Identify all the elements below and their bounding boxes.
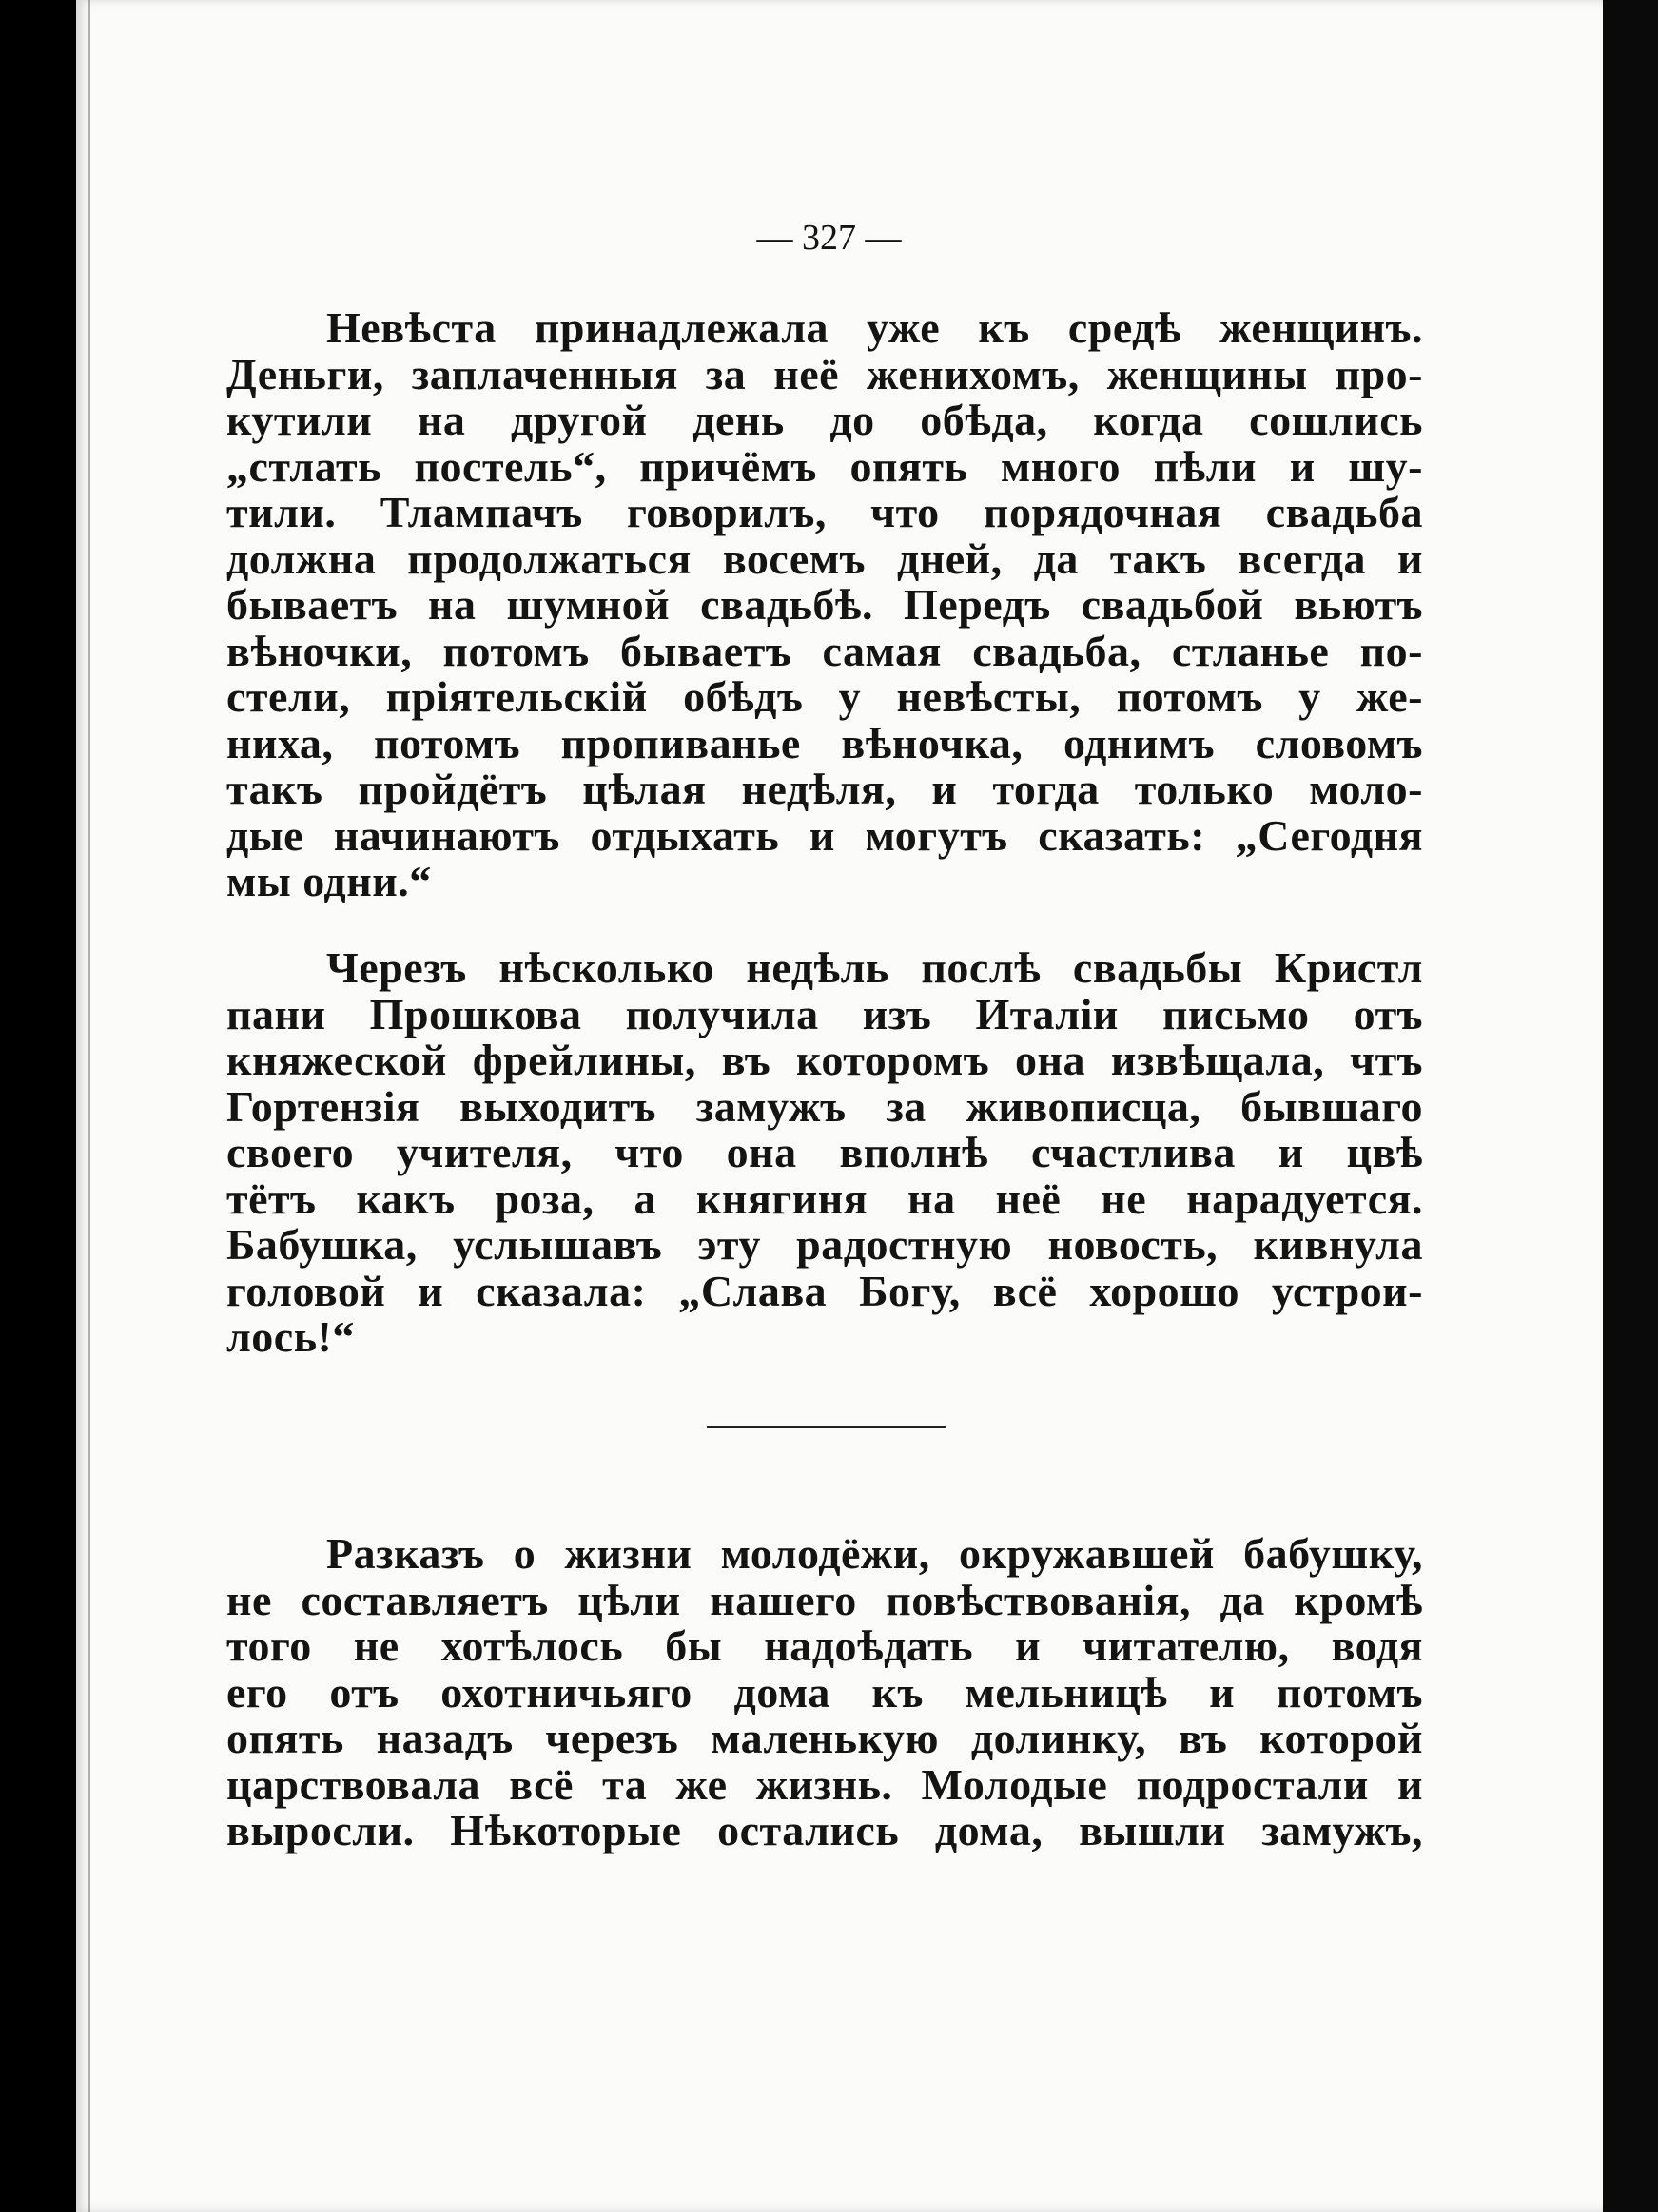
text-line: ниха, потомъ пропиванье вѣночка, однимъ словомъ: [226, 718, 1423, 767]
text-line: того не хотѣлось бы надоѣдать и читателю, водя: [226, 1621, 1423, 1670]
text-line: вѣночки, потомъ бываетъ самая свадьба, стланье по-: [226, 626, 1423, 675]
paragraph-3: [226, 1531, 1423, 1854]
text-line: Деньги, заплаченныя за неё женихомъ, женщины про-: [226, 349, 1423, 398]
text-line: „стлать постель“, причёмъ опять много пѣли и шу-: [226, 441, 1423, 491]
paragraph-2: [226, 945, 1423, 1361]
text-line: тётъ какъ роза, а княгиня на неё не нарадуется.: [226, 1174, 1423, 1223]
page-number: — 327 —: [756, 218, 902, 258]
text-line: головой и сказала: „Слава Богу, всё хорошо устрои-: [226, 1266, 1423, 1315]
paragraph-1: [226, 305, 1423, 905]
text-line: тили. Тлампачъ говорилъ, что порядочная свадьба: [226, 488, 1423, 536]
text-line: пани Прошкова получила изъ Италіи письмо отъ: [226, 989, 1423, 1038]
text-line: опять назадъ черезъ маленькую долинку, въ которой: [226, 1714, 1423, 1762]
text-line: должна продолжаться восемъ дней, да такъ всегда и: [226, 534, 1423, 583]
text-line: такъ пройдётъ цѣлая недѣля, и тогда только моло-: [226, 765, 1423, 813]
text-line: Бабушка, услышавъ эту радостную новость, кивнула: [226, 1220, 1423, 1269]
text-line: Невѣста принадлежала уже къ средѣ женщинъ.: [326, 303, 1423, 352]
text-line: дые начинаютъ отдыхать и могутъ сказать: „Сегодня: [226, 810, 1423, 860]
text-line: стели, пріятельскій обѣдъ у невѣсты, потомъ у же-: [226, 672, 1423, 721]
scan-right-border: [1603, 0, 1658, 2212]
page-edge-shadow: [88, 0, 90, 2212]
text-line: лось!“: [226, 1312, 355, 1361]
text-line: мы одни.“: [226, 857, 432, 905]
text-line: не составляетъ цѣли нашего повѣствованія, да кромѣ: [226, 1575, 1423, 1624]
text-line: царствовала всё та же жизнь. Молодые подростали и: [226, 1759, 1423, 1809]
section-divider: [707, 1426, 946, 1428]
text-line: кутили на другой день до обѣда, когда сошлись: [226, 396, 1423, 444]
text-line: бываетъ на шумной свадьбѣ. Передъ свадьбой вьютъ: [226, 580, 1423, 629]
text-line: выросли. Нѣкоторые остались дома, вышли замужъ,: [226, 1806, 1423, 1854]
text-line: княжеской фрейлины, въ которомъ она извѣщала, чтъ: [226, 1036, 1423, 1084]
text-line: Разказъ о жизни молодёжи, окружавшей бабушку,: [326, 1529, 1423, 1578]
text-line: Черезъ нѣсколько недѣль послѣ свадьбы Кристл: [326, 943, 1423, 992]
text-line: Гортензія выходитъ замужъ за живописца, бывшаго: [226, 1081, 1423, 1131]
text-line: его отъ охотничьяго дома къ мельницѣ и потомъ: [226, 1667, 1423, 1717]
text-line: своего учителя, что она вполнѣ счастлива и цвѣ: [226, 1128, 1423, 1176]
